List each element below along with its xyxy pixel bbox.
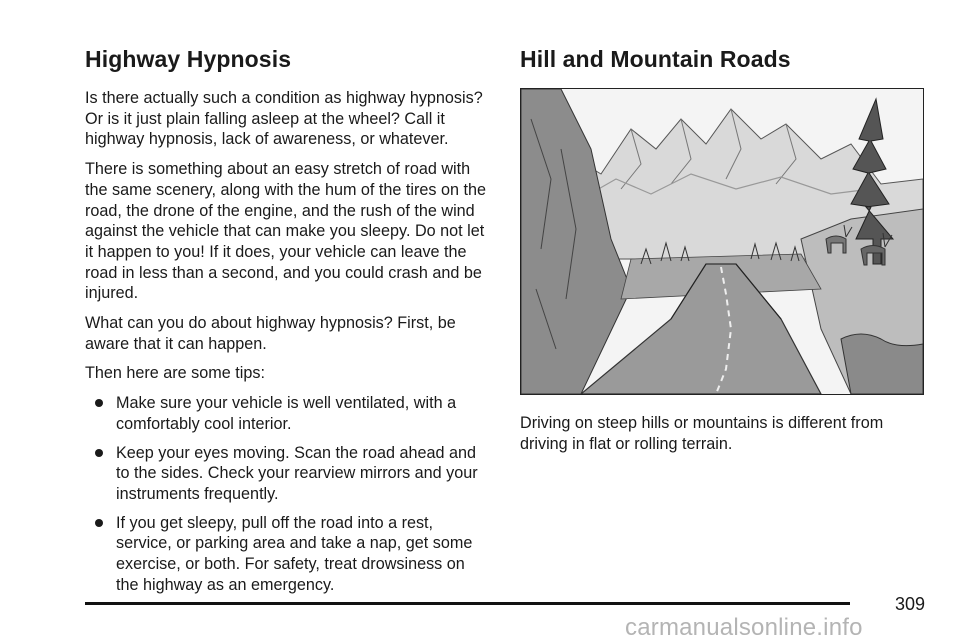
bullet-icon: [95, 519, 103, 527]
paragraph-awareness: What can you do about highway hypnosis? First, be aware that it can happen.: [85, 314, 456, 353]
paragraph-hill-mountain: Driving on steep hills or mountains is different from driving in flat or rolling terrain.: [520, 414, 884, 453]
left-column: [85, 44, 490, 603]
bullet-icon: [95, 399, 103, 407]
list-item: [85, 513, 490, 596]
tips-list: [85, 393, 490, 595]
tip-text: Make sure your vehicle is well ventilated, with a comfortably cool interior.: [116, 394, 457, 433]
paragraph-intro: Is there actually such a condition as highway hypnosis? Or is it just plain falling asleep at the wheel? Call it highway hypnosis, lack of awareness, or whatever.: [85, 89, 483, 149]
right-column: [520, 44, 925, 463]
section-heading-highway-hypnosis: Highway Hypnosis: [85, 46, 292, 72]
footer-rule: [85, 602, 850, 605]
list-item: [85, 393, 490, 434]
watermark: carmanualsonline.info: [625, 614, 863, 641]
list-item: [85, 443, 490, 505]
tip-text: Keep your eyes moving. Scan the road ahead and to the sides. Check your rearview mirrors and your instruments frequently.: [116, 443, 478, 503]
tip-text: If you get sleepy, pull off the road into a rest, service, or parking area and take a nap, get some exercise, or both. For safety, treat drowsiness on the highway as an emergency.: [116, 513, 473, 594]
paragraph-description: There is something about an easy stretch of road with the same scenery, along with the hum of the tires on the road, the drone of the engine, and the rush of the wind against the vehicle that can make you sleepy. Do not let it happen to you! If it does, your vehicle can leave the road in less than a second, and you could crash and be injured.: [85, 160, 487, 303]
mountain-road-illustration: [520, 88, 924, 395]
mountain-road-drawing: [521, 89, 923, 394]
paragraph-tips-intro: Then here are some tips:: [85, 364, 265, 383]
bullet-icon: [95, 449, 103, 457]
page-number: 309: [894, 594, 925, 614]
section-heading-hill-mountain-roads: Hill and Mountain Roads: [520, 46, 791, 72]
